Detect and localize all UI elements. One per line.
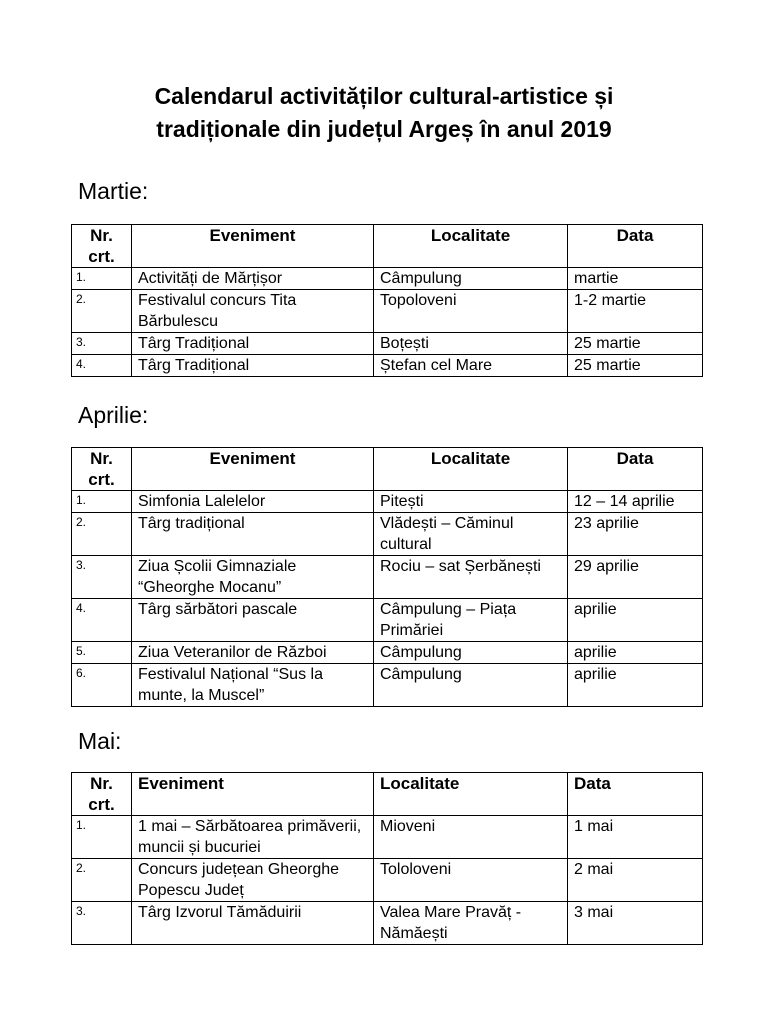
- page-title: [0, 80, 768, 146]
- row-date: 25 martie: [568, 333, 703, 355]
- table-row: [72, 333, 703, 355]
- row-location: Câmpulung: [374, 664, 568, 707]
- row-date: 2 mai: [568, 859, 703, 902]
- table-martie: [71, 224, 703, 377]
- row-nr: 3.: [72, 902, 132, 945]
- header-date: Data: [568, 773, 703, 816]
- table-row: [72, 599, 703, 642]
- row-event: Târg tradițional: [132, 513, 374, 556]
- row-nr: 2.: [72, 513, 132, 556]
- table-row: [72, 290, 703, 333]
- row-date: aprilie: [568, 664, 703, 707]
- row-date: 3 mai: [568, 902, 703, 945]
- table-row: [72, 859, 703, 902]
- row-nr: 2.: [72, 859, 132, 902]
- header-date: Data: [568, 225, 703, 268]
- table-mai: [71, 772, 703, 945]
- row-location: Boțești: [374, 333, 568, 355]
- row-nr: 3.: [72, 333, 132, 355]
- row-event: Concurs județean Gheorghe Popescu Județ: [132, 859, 374, 902]
- table-row: [72, 513, 703, 556]
- row-nr: 5.: [72, 642, 132, 664]
- row-date: 29 aprilie: [568, 556, 703, 599]
- row-location: Tololoveni: [374, 859, 568, 902]
- section-heading-martie: Martie:: [78, 178, 149, 204]
- table-aprilie: [71, 447, 703, 707]
- title-line-1: Calendarul activităților cultural-artistice și: [154, 83, 614, 109]
- table-row: [72, 664, 703, 707]
- row-date: 25 martie: [568, 355, 703, 377]
- row-location: Pitești: [374, 491, 568, 513]
- row-event: 1 mai – Sărbătoarea primăverii, muncii și bucuriei: [132, 816, 374, 859]
- row-nr: 1.: [72, 816, 132, 859]
- row-date: aprilie: [568, 642, 703, 664]
- row-event: Ziua Școlii Gimnaziale “Gheorghe Mocanu”: [132, 556, 374, 599]
- table-row: [72, 642, 703, 664]
- table-header-row: [72, 448, 703, 491]
- row-location: Câmpulung – Piața Primăriei: [374, 599, 568, 642]
- table-header-row: [72, 773, 703, 816]
- row-date: 1-2 martie: [568, 290, 703, 333]
- row-date: martie: [568, 268, 703, 290]
- header-date: Data: [568, 448, 703, 491]
- row-location: Câmpulung: [374, 642, 568, 664]
- row-nr: 3.: [72, 556, 132, 599]
- header-location: Localitate: [374, 773, 568, 816]
- header-event: Eveniment: [132, 225, 374, 268]
- table-row: [72, 816, 703, 859]
- table-row: [72, 268, 703, 290]
- row-location: Ștefan cel Mare: [374, 355, 568, 377]
- row-event: Activități de Mărțișor: [132, 268, 374, 290]
- row-location: Vlădești – Căminul cultural: [374, 513, 568, 556]
- row-nr: 1.: [72, 491, 132, 513]
- row-nr: 1.: [72, 268, 132, 290]
- row-date: 12 – 14 aprilie: [568, 491, 703, 513]
- row-date: aprilie: [568, 599, 703, 642]
- row-event: Festivalul concurs Tita Bărbulescu: [132, 290, 374, 333]
- row-date: 1 mai: [568, 816, 703, 859]
- row-location: Valea Mare Pravăț - Nămăești: [374, 902, 568, 945]
- section-heading-aprilie: Aprilie:: [78, 402, 149, 428]
- table-row: [72, 355, 703, 377]
- row-location: Câmpulung: [374, 268, 568, 290]
- row-event: Festivalul Național “Sus la munte, la Muscel”: [132, 664, 374, 707]
- row-nr: 4.: [72, 355, 132, 377]
- header-nr: Nr. crt.: [72, 448, 132, 491]
- header-nr: Nr. crt.: [72, 225, 132, 268]
- row-event: Târg sărbători pascale: [132, 599, 374, 642]
- section-heading-mai: Mai:: [78, 728, 122, 754]
- table-row: [72, 556, 703, 599]
- table-header-row: [72, 225, 703, 268]
- row-event: Târg Tradițional: [132, 355, 374, 377]
- row-event: Simfonia Lalelelor: [132, 491, 374, 513]
- table-row: [72, 902, 703, 945]
- table-row: [72, 491, 703, 513]
- row-event: Ziua Veteranilor de Război: [132, 642, 374, 664]
- header-event: Eveniment: [132, 773, 374, 816]
- header-location: Localitate: [374, 225, 568, 268]
- row-location: Rociu – sat Șerbănești: [374, 556, 568, 599]
- row-event: Târg Tradițional: [132, 333, 374, 355]
- header-location: Localitate: [374, 448, 568, 491]
- row-date: 23 aprilie: [568, 513, 703, 556]
- row-location: Topoloveni: [374, 290, 568, 333]
- header-event: Eveniment: [132, 448, 374, 491]
- row-event: Târg Izvorul Tămăduirii: [132, 902, 374, 945]
- row-nr: 6.: [72, 664, 132, 707]
- row-location: Mioveni: [374, 816, 568, 859]
- row-nr: 2.: [72, 290, 132, 333]
- header-nr: Nr. crt.: [72, 773, 132, 816]
- title-line-2: tradiționale din județul Argeș în anul 2019: [156, 116, 612, 142]
- row-nr: 4.: [72, 599, 132, 642]
